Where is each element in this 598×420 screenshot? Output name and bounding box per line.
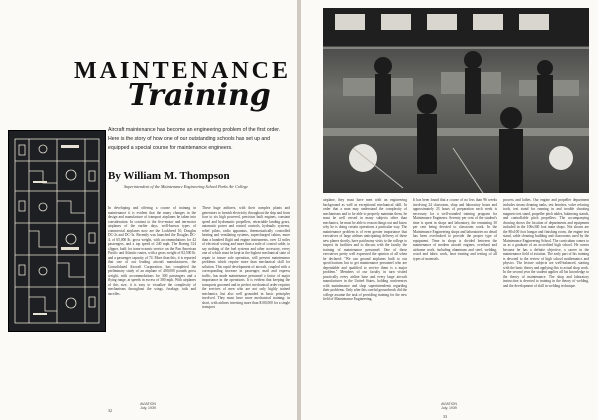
left-page	[0, 0, 297, 420]
byline-name: By William M. Thompson	[108, 170, 230, 182]
right-column-1-text: airplane, they must have men with an engineering background as well as exceptional mechanical skill. In order that a man may understand the complexity of mechanisms and to be able to properly maintain them, he must be well versed in many subjects other than mechanics, he must be able to reason things out and know why he is doing certain operations a particular way. The maintenance problem is of even greater importance that executives of large airlines anticipating delivery of these new planes shortly, have paid many visits to the college to inspect its facilities and to discuss with the faculty the training of maintenance personnel. One of these executives pretty well expressed the opinion of all when he declared: "We can ground airplanes built to our specifications but to get maintenance personnel who are dependable and qualified to service them is a major problem." Members of our faculty in turn visited practically every airline base and every large aircraft manufacturer in the United States, holding conferences with maintenance and shop superintendents regarding their problems. Only after this careful groundwork did the college assume the task of providing training for the new field of Maintenance Engineering.	[323, 198, 407, 301]
workshop-photo-svg	[323, 8, 589, 193]
left-page-number: 32	[108, 408, 112, 413]
right-date: July, 1939	[441, 406, 457, 411]
headline-script: Training	[128, 78, 271, 113]
left-footer	[128, 402, 168, 410]
right-page-number: 33	[443, 414, 447, 419]
right-publication: AVIATION	[441, 402, 457, 406]
left-date: July, 1939	[140, 406, 156, 411]
left-publication: AVIATION	[140, 402, 156, 406]
headline-main: MAINTENANCE	[74, 58, 292, 84]
right-column-2-text: It has been found that a course of no less than 96 weeks involving 24 classroom, shop and laboratory hours and approximately 23 hours of preparation each week is necessary for a well-rounded training program for Maintenance Engineers. Seventy per cent of the student's time is spent in shops and laboratory, the remaining 30 per cent being devoted to classroom work. In the Maintenance Engineering shops and laboratories no detail has been overlooked to provide the proper type of equipment. Time in shops is divided between the maintenance of modern aircraft engines, overhaul and airframe work, including aluminum and steel, welding, wood and fabric work, heat treating and testing of all types of materials.	[413, 198, 497, 261]
byline-title: Superintendent of the Maintenance Engineering School Parks Air College	[124, 184, 249, 189]
circuit-board-illustration	[8, 130, 106, 332]
left-column-1	[108, 206, 196, 398]
right-column-3	[503, 198, 589, 398]
circuit-board-svg	[9, 131, 105, 331]
right-column-2	[413, 198, 497, 398]
right-column-1	[323, 198, 407, 398]
right-page	[301, 0, 598, 420]
left-column-2	[202, 206, 290, 398]
right-column-3-text: process and lathes. Our engine and propeller department includes steam cleaning tanks, test benches, valve refacing tools, test stand for running in and trouble shooting magneto test stand, propeller pitch tables, balancing stands, and controllable pitch propellers. The accompanying drawing shows the location of departments and equipment included in the 106x340 foot main shops. Not shown are the 80x100 foot hangar and finishing room, the engine test stand, cable cleaning building and classrooms used by the Maintenance Engineering School. The curriculum comes to us as a graduate of an accredited high school. He comes because he has a definite objective, a career in the maintenance field of aviation. The early part of his training is devoted to the review of high school mathematics and physics. The lecture subjects are well-balanced, starting with the basic theory and applying this to actual shop work. In the second year the student applies all his knowledge to the theory of maintenance. The shop and laboratory instruction is devoted to training in the theory of welding, and the development of skill in welding technique.	[503, 198, 589, 288]
left-column-2-text: These huge airliners, with their complex plants and generators to furnish electricity throughout the ship and from four to six high powered, precision built engines, constant speed and hydromatic propellers, retractable landing gears, automatic power and control controls, hydraulic systems, relief pilots, radio apparatus, thermostatically controlled heating and ventilating systems, supercharged cabins, more than a hundred flight and engine instruments, over 12 miles of electrical wiring and more than a mile of control cable, to say nothing of the fuel systems and other accessory, every one of which must be kept in the highest mechanical state of repair to insure safe operation, will present maintenance problems which require more than mechanical skill for solution. This rapid development of aircraft, coupled with a corresponding increase in passenger, mail and express traffic, has made maintenance personnel a factor of major importance in the operations. It is evident that keeping the transports groomed and in perfect mechanical order requires the services of men who are not only highly trained mechanics, but also well grounded in basic principles involved. They must have more mechanical training; in short, with airlines investing more than $100,000 for a single transport	[202, 206, 290, 309]
left-column-1-text: In developing and offering a course of training in maintenance it is evident that the many changes in the design and manufacture of transport airplanes be taken into consideration. In contrast to the five-motor and ten-motor airplanes of the earlier days, well-known types of commercial airplanes now are the Lockheed 10, Douglas DC-2s and DC-3s. Recently was launched the Douglas DC-4, of 65,000 lb. gross weight, with accommodations for 42 passengers, and a top speed of 240 mph. The Boeing 314 clipper, built for trans-oceanic service on the Pan American Pacific and Atlantic routes, with a gross weight of 82,500 lb. and a passenger capacity of 74. More than this, it is reported that one of our leading aircraft manufacturers, the Consolidated Aircraft Corporation, has completed the preliminary study of an airplane of 400,000 pounds gross weight, with accommodations for 300 passengers and a flying range, at speeds in excess of 300 mph. With airplanes of this size, it is easy to visualize the complexity of mechanisms throughout the wings, fuselage, tails and nacelles.	[108, 206, 196, 296]
deck-text: Aircraft maintenance has become an engineering problem of the first order. Here is the story of how one of our outstanding schools has set up and equipped a special course for maintenance engineers.	[108, 127, 281, 151]
workshop-photograph	[323, 8, 589, 193]
right-footer	[429, 402, 469, 410]
